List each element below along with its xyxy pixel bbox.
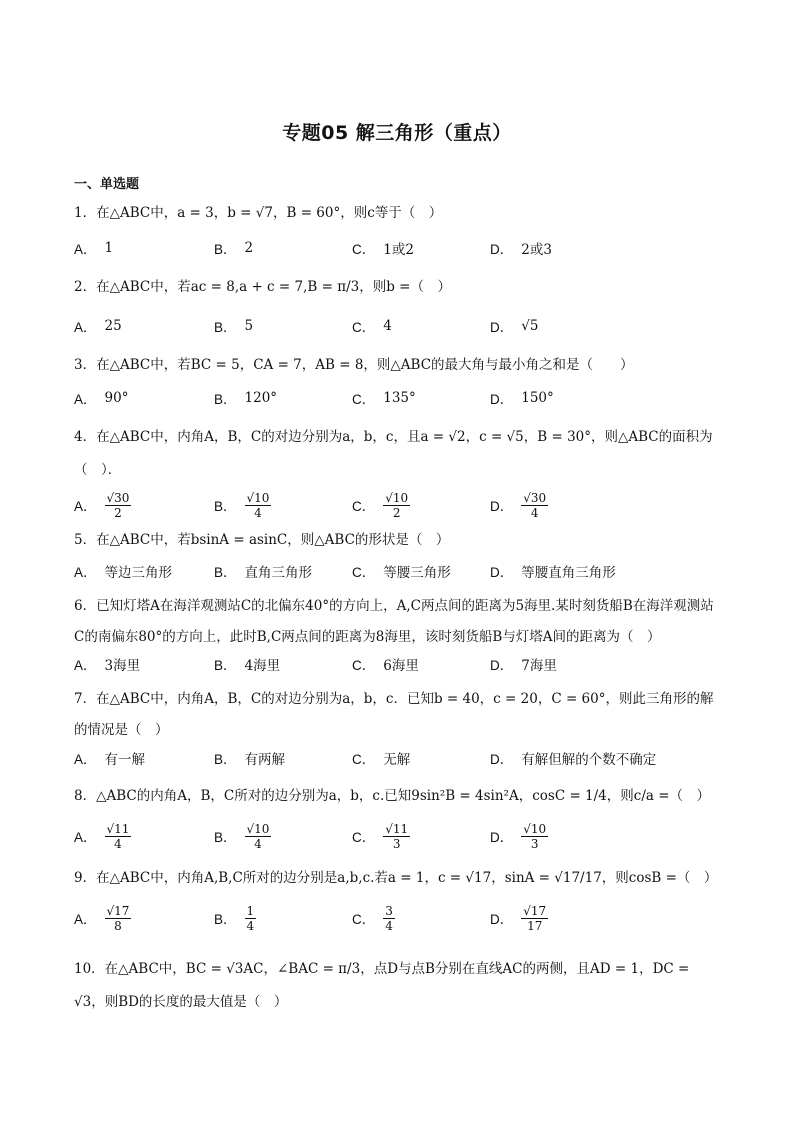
option-c[interactable]: C． 无解 (352, 752, 411, 768)
option-b[interactable]: B． 5 (214, 318, 254, 335)
question-6: 6．已知灯塔A在海洋观测站C的北偏东40°的方向上，A,C两点间的距离为5海里.某时刻货船B在海洋观测站C的南偏东80°的方向上，此时B,C两点间的距离为8海里，该时刻货船B与灯塔A间的距离为（ ） (74, 598, 714, 645)
fraction: $\frac{√30}{4}$ (523, 490, 547, 520)
question-3: 3．在△ABC中，若BC = 5，CA = 7，AB = 8，则△ABC的最大角与最小角之和是（ ） (74, 357, 634, 373)
fraction: $\frac{3}{4}$ (385, 903, 393, 933)
option-a[interactable]: A． 25 (74, 318, 122, 335)
fraction: $\frac{1}{4}$ (246, 903, 255, 933)
fraction: $\frac{√10}{4}$ (246, 821, 270, 851)
option-c[interactable]: C． 等腰三角形 (352, 565, 451, 581)
options-3 (74, 380, 724, 416)
option-c[interactable]: C． 1或2 (352, 242, 414, 258)
option-d[interactable]: D． $\frac{√17}{17}$ (490, 903, 547, 933)
question-4: 4．在△ABC中，内角A，B，C的对边分别为a，b，c，且a = √2，c = √5，B = 30°，则△ABC的面积为（ ）． (74, 429, 713, 478)
option-a[interactable]: A． 1 (74, 240, 114, 257)
option-d[interactable]: D． 2或3 (490, 242, 552, 258)
fraction: $\frac{√17}{17}$ (523, 903, 547, 933)
page-title: 专题05 解三角形（重点） (282, 122, 512, 144)
option-c[interactable]: C． 6海里 (352, 658, 419, 674)
fraction: $\frac{√10}{2}$ (385, 490, 409, 520)
option-a[interactable]: A． $\frac{√30}{2}$ (74, 490, 130, 520)
fraction: $\frac{√10}{4}$ (246, 490, 270, 520)
option-b[interactable]: B． 4海里 (214, 658, 281, 674)
question-10: 10．在△ABC中，BC = √3AC，∠BAC = π/3，点D与点B分别在直线AC的两侧，且AD = 1，DC = √3，则BD的长度的最大值是（ ） (74, 961, 690, 1010)
option-c[interactable]: C． 135° (352, 390, 416, 407)
option-c[interactable]: C． $\frac{√10}{2}$ (352, 490, 409, 520)
question-5: 5．在△ABC中，若bsinA = asinC，则△ABC的形状是（ ） (74, 532, 450, 548)
option-d[interactable]: D． $\frac{√10}{3}$ (490, 821, 547, 851)
options-7 (74, 740, 724, 776)
question-1: 1．在△ABC中，a = 3，b = √7，B = 60°，则c等于（ ） (74, 205, 443, 221)
option-a[interactable]: A． 等边三角形 (74, 565, 173, 581)
question-7: 7．在△ABC中，内角A，B，C的对边分别为a，b，c．已知b = 40，c = 20，C = 60°，则此三角形的解的情况是（ ） (74, 691, 714, 738)
option-b[interactable]: B． 直角三角形 (214, 565, 313, 581)
question-8: 8．△ABC的内角A，B，C所对的边分别为a，b，c.已知9sin²B = 4sin²A，cosC = 1/4，则c/a =（ ） (74, 788, 711, 804)
option-d[interactable]: D． 7海里 (490, 658, 557, 674)
option-d[interactable]: D． $\frac{√30}{4}$ (490, 490, 547, 520)
section-heading: 一、单选题 (74, 177, 140, 192)
option-a[interactable]: A． 90° (74, 390, 129, 407)
option-a[interactable]: A． 3海里 (74, 658, 141, 674)
option-c[interactable]: C． 4 (352, 318, 392, 335)
option-b[interactable]: B． 有两解 (214, 752, 286, 768)
options-9 (74, 900, 724, 936)
fraction: $\frac{√30}{2}$ (106, 490, 130, 520)
option-c[interactable]: C． $\frac{√11}{3}$ (352, 821, 409, 851)
option-a[interactable]: A． $\frac{√17}{8}$ (74, 903, 130, 933)
options-4 (74, 487, 724, 523)
fraction: $\frac{√11}{3}$ (385, 821, 409, 851)
option-d[interactable]: D． 等腰直角三角形 (490, 565, 616, 581)
option-b[interactable]: B． 2 (214, 240, 254, 257)
option-d[interactable]: D． 150° (490, 390, 554, 407)
fraction: $\frac{√10}{3}$ (523, 821, 547, 851)
option-b[interactable]: B． $\frac{1}{4}$ (214, 903, 255, 933)
fraction: $\frac{√11}{4}$ (106, 821, 130, 851)
option-b[interactable]: B． $\frac{√10}{4}$ (214, 821, 270, 851)
option-a[interactable]: A． 有一解 (74, 752, 146, 768)
options-2 (74, 308, 724, 344)
option-d[interactable]: D． 有解但解的个数不确定 (490, 752, 657, 768)
fraction: $\frac{√17}{8}$ (106, 903, 130, 933)
option-d[interactable]: D． √5 (490, 318, 539, 335)
question-9: 9．在△ABC中，内角A,B,C所对的边分别是a,b,c.若a = 1，c = √17，sinA = √17/17，则cosB =（ ） (74, 870, 718, 886)
options-6 (74, 646, 724, 682)
option-b[interactable]: B． $\frac{√10}{4}$ (214, 490, 270, 520)
options-5 (74, 553, 724, 589)
option-c[interactable]: C． $\frac{3}{4}$ (352, 903, 393, 933)
options-1 (74, 230, 724, 266)
option-a[interactable]: A． $\frac{√11}{4}$ (74, 821, 130, 851)
option-b[interactable]: B． 120° (214, 390, 278, 407)
question-2: 2．在△ABC中，若ac = 8,a + c = 7,B = π/3，则b =（ ） (74, 279, 451, 295)
options-8 (74, 818, 724, 854)
